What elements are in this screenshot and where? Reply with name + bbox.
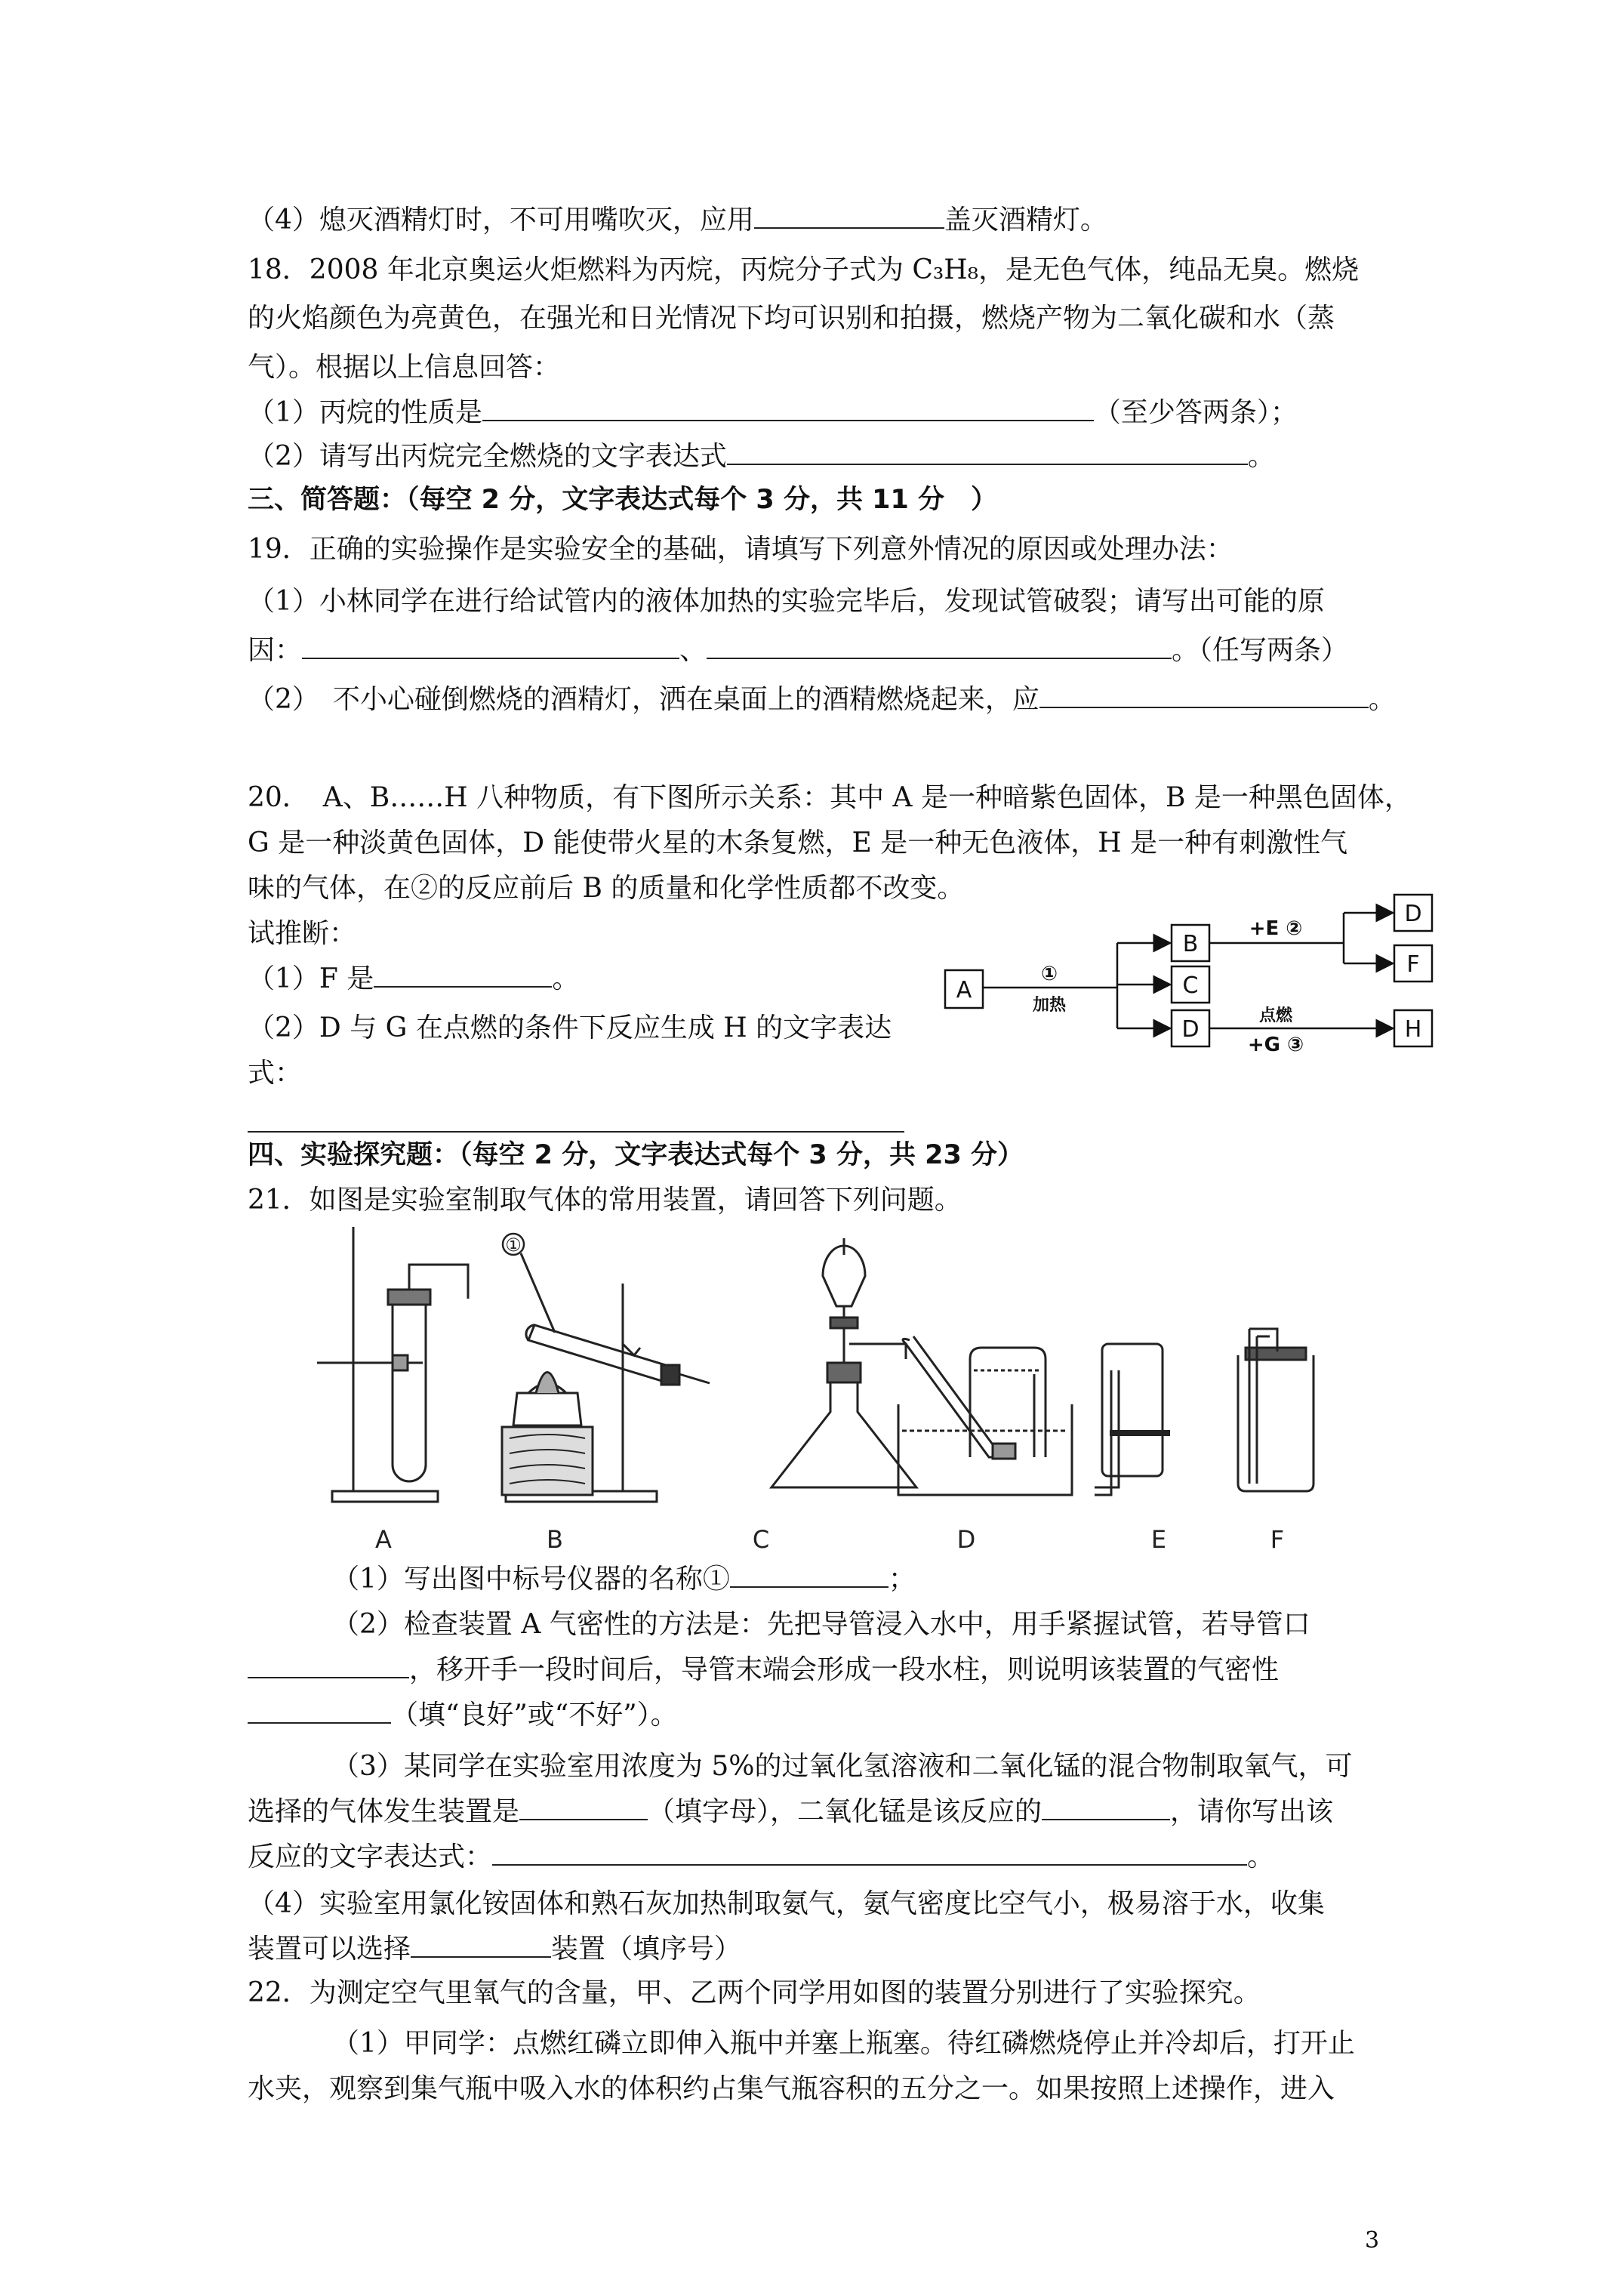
text: 反应的文字表达式： [248, 1841, 493, 1872]
page-number: 3 [1365, 2227, 1380, 2254]
flow-ignite: 点燃 [1258, 1006, 1293, 1025]
text: 。 [1247, 441, 1275, 472]
answer-blank[interactable] [302, 635, 679, 659]
flow-heat: 加热 [1032, 996, 1067, 1015]
answer-blank[interactable] [730, 1564, 888, 1588]
flow-F: F [1406, 951, 1420, 978]
flow-plusE: +E ② [1249, 917, 1303, 940]
label-F: F [1270, 1525, 1285, 1554]
text: 选择的气体发生装置是 [248, 1796, 520, 1827]
lab-apparatus-figure [310, 1223, 1336, 1555]
q21-sub4: （4）实验室用氯化铵固体和熟石灰加热制取氨气，氨气密度比空气小，极易溶于水，收集 [248, 1888, 1325, 1919]
text: （1）丙烷的性质是 [248, 397, 482, 428]
q21-sub2-end [248, 1699, 678, 1732]
flow-A: A [956, 977, 972, 1003]
flow-C: C [1182, 972, 1199, 999]
text: 。 [552, 963, 580, 994]
q21-sub4-cont [248, 1933, 741, 1966]
text: 。 [1368, 684, 1396, 715]
q18-line1: 18．2008 年北京奥运火炬燃料为丙烷，丙烷分子式为 C₃H₈，是无色气体，纯品无臭。燃烧 [248, 254, 1360, 285]
q21-sub2-cont [248, 1653, 1279, 1687]
answer-blank[interactable] [411, 1934, 551, 1958]
apparatus-D [898, 1336, 1072, 1495]
text: （2） 不小心碰倒燃烧的酒精灯，洒在桌面上的酒精燃烧起来，应 [248, 684, 1039, 715]
apparatus-F [1238, 1329, 1313, 1491]
text: 、 [679, 635, 707, 666]
q21-sub3: （3）某同学在实验室用浓度为 5%的过氧化氢溶液和二氧化锰的混合物制取氧气，可 [332, 1751, 1353, 1782]
q22-sub1-cont: 水夹，观察到集气瓶中吸入水的体积约占集气瓶容积的五分之一。如果按照上述操作，进入 [248, 2073, 1335, 2104]
apparatus-B [502, 1253, 710, 1502]
q22-line: 22．为测定空气里氧气的含量，甲、乙两个同学用如图的装置分别进行了实验探究。 [248, 1977, 1261, 2008]
answer-blank[interactable] [374, 963, 552, 988]
section-4-heading: 四、实验探究题：（每空 2 分，文字表达式每个 3 分，共 23 分） [248, 1140, 1024, 1170]
q18-line2: 的火焰颜色为亮黄色，在强光和日光情况下均可识别和拍摄，燃烧产物为二氧化碳和水（蒸 [248, 303, 1335, 334]
apparatus-A [317, 1227, 468, 1502]
answer-blank[interactable] [519, 1796, 648, 1820]
flow-D: D [1181, 1016, 1200, 1043]
flow-plusG: +G ③ [1247, 1034, 1304, 1056]
q17-4-line [248, 204, 1107, 237]
q21-sub3-end [248, 1841, 1274, 1874]
reaction-flow-diagram [944, 891, 1442, 1072]
answer-blank[interactable] [1042, 1796, 1170, 1820]
answer-blank[interactable] [248, 1700, 391, 1724]
text: ，请你写出该 [1170, 1796, 1334, 1827]
label-C: C [752, 1525, 770, 1554]
answer-blank[interactable] [492, 1841, 1247, 1866]
q19-sub1: （1）小林同学在进行给试管内的液体加热的实验完毕后，发现试管破裂；请写出可能的原 [248, 586, 1325, 617]
label-D: D [956, 1525, 976, 1554]
q20-line2: G 是一种淡黄色固体，D 能使带火星的木条复燃，E 是一种无色液体，H 是一种有刺激性气 [248, 827, 1348, 858]
q21-sub3-cont [248, 1795, 1333, 1829]
answer-blank[interactable] [707, 635, 1172, 659]
text: 装置（填序号） [551, 1934, 742, 1965]
text: （4）熄灭酒精灯时，不可用嘴吹灭，应用 [248, 205, 754, 236]
q19-sub1-blanks [248, 634, 1348, 667]
text: 装置可以选择 [248, 1934, 411, 1965]
q22-sub1: （1）甲同学：点燃红磷立即伸入瓶中并塞上瓶塞。待红磷燃烧停止并冷却后，打开止 [332, 2028, 1355, 2059]
q20-line3: 味的气体，在②的反应前后 B 的质量和化学性质都不改变。 [248, 873, 965, 904]
text: （1）F 是 [248, 963, 374, 994]
apparatus-C [771, 1238, 916, 1487]
label-B: B [547, 1525, 563, 1554]
text: （2）请写出丙烷完全燃烧的文字表达式 [248, 441, 727, 472]
apparatus-E [1095, 1344, 1170, 1495]
answer-blank[interactable] [482, 397, 1094, 421]
text: （填“良好”或“不好”）。 [391, 1700, 678, 1730]
q21-sub1 [332, 1563, 916, 1596]
text: （1）写出图中标号仪器的名称① [332, 1564, 730, 1595]
answer-blank[interactable] [1039, 684, 1369, 708]
answer-blank[interactable] [248, 1108, 904, 1133]
q21-line: 21．如图是实验室制取气体的常用装置，请回答下列问题。 [248, 1185, 962, 1216]
q20-sub2-cont: 式： [248, 1058, 303, 1089]
flow-step1: ① [1040, 963, 1058, 985]
flow-H: H [1404, 1016, 1422, 1043]
q18-line3: 气）。根据以上信息回答： [248, 352, 561, 383]
section-3-heading: 三、简答题：（每空 2 分，文字表达式每个 3 分，共 11 分 ） [248, 485, 998, 515]
label-E: E [1150, 1525, 1167, 1554]
text: （填字母），二氧化锰是该反应的 [648, 1796, 1042, 1827]
q20-sub1 [248, 963, 579, 996]
text: 。（任写两条） [1172, 635, 1349, 666]
q18-sub1 [248, 396, 1298, 430]
text: （至少答两条）； [1093, 397, 1298, 428]
flow-B: B [1182, 931, 1199, 957]
text: ； [888, 1564, 916, 1595]
q21-sub2: （2）检查装置 A 气密性的方法是：先把导管浸入水中，用手紧握试管，若导管口 [332, 1609, 1310, 1640]
q20-line1: 20． A、B……H 八种物质，有下图所示关系：其中 A 是一种暗紫色固体，B 是一种黑色固体， [248, 782, 1412, 813]
q20-sub2: （2）D 与 G 在点燃的条件下反应生成 H 的文字表达 [248, 1012, 892, 1043]
text: 因： [248, 635, 303, 666]
text: 盖灭酒精灯。 [944, 205, 1107, 236]
q19-line: 19．正确的实验操作是实验安全的基础，请填写下列意外情况的原因或处理办法： [248, 534, 1233, 565]
q19-sub2 [248, 683, 1396, 717]
text: 。 [1247, 1841, 1275, 1872]
flow-D-top: D [1404, 901, 1422, 927]
marker-1: ① [505, 1234, 522, 1256]
label-A: A [375, 1525, 392, 1554]
q20-line4: 试推断： [248, 918, 357, 949]
answer-blank[interactable] [754, 205, 944, 229]
q18-sub2 [248, 440, 1275, 473]
answer-blank[interactable] [727, 441, 1248, 465]
answer-blank[interactable] [248, 1654, 409, 1678]
text: ，移开手一段时间后，导管末端会形成一段水柱，则说明该装置的气密性 [409, 1654, 1280, 1685]
